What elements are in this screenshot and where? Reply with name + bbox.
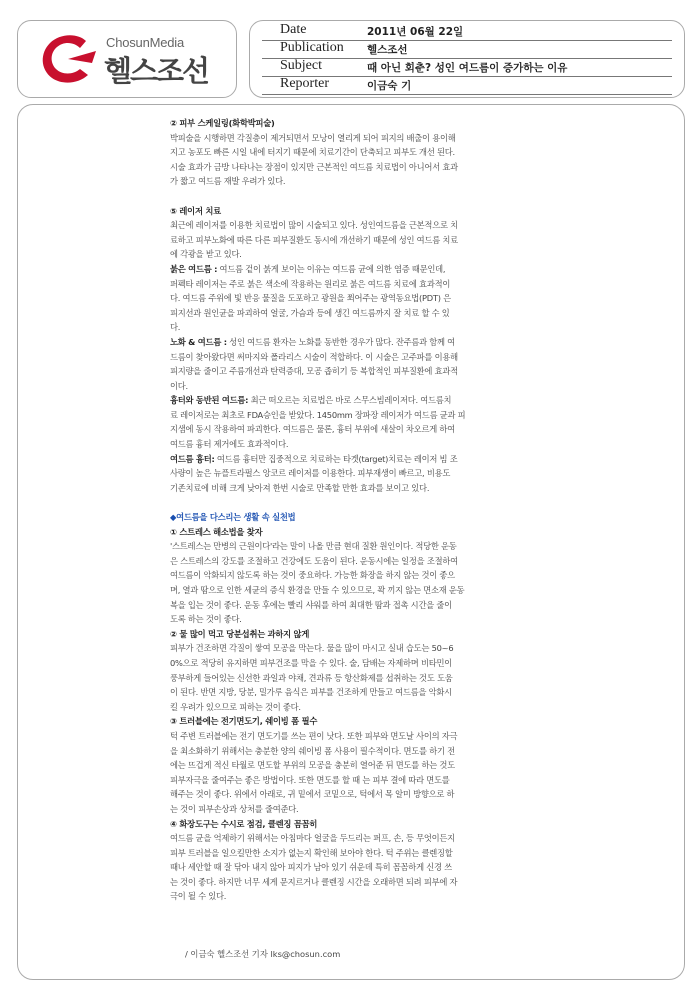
body-line: 는 것이 피부손상과 상처를 줄여준다. bbox=[170, 803, 299, 814]
body-line bbox=[170, 452, 533, 467]
body-line: 피부가 건조하면 각질이 쌓여 모공을 막는다. 물을 많이 마시고 실내 습도는 50~6 bbox=[170, 643, 454, 654]
body-line bbox=[170, 393, 533, 408]
article-body bbox=[170, 116, 533, 904]
body-line bbox=[170, 335, 533, 350]
inline-term: 여드름 흉터: bbox=[170, 453, 215, 464]
section-heading: ① 스트레스 해소법을 찾자 bbox=[170, 526, 263, 537]
body-line: 사량이 높은 뉴플트라펄스 앙코르 레이저를 이용한다. 피부재생이 빠르고, 비용도 bbox=[170, 468, 451, 479]
body-line: 시술 효과가 금방 나타나는 장점이 있지만 근본적인 여드름 치료법이 아니어서 효과 bbox=[170, 161, 458, 172]
body-line: 피부 트러블을 일으킬만한 소지가 없는지 확인해 보아야 한다. 턱 주위는 클렌징할 bbox=[170, 847, 453, 858]
body-line: 때나 세안할 때 잘 닦아 내지 않아 피지가 남아 있기 쉬운데 특히 꼼꼼하게 신경 쓰 bbox=[170, 862, 452, 873]
date-label: Date bbox=[280, 22, 307, 37]
body-line: 이다. bbox=[170, 380, 188, 391]
body-line: 드름이 찾아왔다면 써마지와 폴라리스 시술이 적합하다. 이 시술은 고주파를 이용해 bbox=[170, 351, 458, 362]
body-line: 는 것이 좋다. 하지만 너무 세게 문지르거나 클렌징 시간을 오래하면 되려 피부에 자 bbox=[170, 876, 458, 887]
logo-text-english: ChosunMedia bbox=[106, 35, 185, 50]
body-line: 박피술을 시행하면 각질층이 제거되면서 모낭이 열리게 되어 피지의 배출이 용이해 bbox=[170, 132, 456, 143]
article-meta-box bbox=[249, 20, 685, 98]
meta-row-publication bbox=[262, 41, 672, 59]
article-byline: / 이금숙 헬스조선 기자 lks@chosun.com bbox=[185, 949, 341, 959]
body-line: 며, 열과 땀으로 인한 세균의 증식 환경을 만들 수 있으므로, 꽉 끼지 않는 면소재 운동 bbox=[170, 585, 465, 595]
section-heading: ② 피부 스케일링(화학박피술) bbox=[170, 118, 275, 128]
inline-term: 붉은 여드름 : bbox=[170, 263, 218, 274]
body-line: 퍼펙타 레이저는 주로 붉은 색소에 작용하는 원리로 붉은 여드름 치료에 효과적이 bbox=[170, 278, 451, 289]
body-line-text: 여드름 흉터만 집중적으로 치료하는 타겟(target)치료는 레이저 빔 조 bbox=[214, 453, 458, 464]
chosun-logo-icon bbox=[38, 31, 98, 87]
reporter-label: Reporter bbox=[280, 76, 329, 91]
body-line: 여드름이 악화되지 않도록 하는 것이 중요하다. 가능한 화장을 하지 않는 것이 좋으 bbox=[170, 570, 455, 581]
body-line: 다. bbox=[170, 322, 181, 333]
body-line: 에는 뜨겁게 적신 타월로 면도할 부위의 모공을 충분히 열어준 뒤 면도를 하는 것도 bbox=[170, 760, 455, 771]
meta-row-reporter bbox=[262, 77, 672, 95]
paragraph-spacer bbox=[170, 189, 533, 204]
section-heading: ③ 트러블에는 전기면도기, 쉐이빙 폼 필수 bbox=[170, 716, 318, 727]
body-line: 다. 여드름 주위에 빛 반응 물질을 도포하고 광원을 쬐어주는 광역동요법(PDT) 은 bbox=[170, 293, 451, 304]
section-heading: ⑤ 레이저 치료 bbox=[170, 205, 221, 216]
body-line: 복을 입는 것이 좋다. 운동 후에는 빨리 샤워를 하여 최대한 땀과 접촉 시간을 줄이 bbox=[170, 599, 452, 610]
date-value: 2011년 06월 22일 bbox=[367, 26, 464, 38]
section-title: ◆여드름을 다스리는 생활 속 실천법 bbox=[170, 512, 296, 523]
body-line: 0%으로 적당히 유지하면 피부건조를 막을 수 있다. 술, 담배는 자제하며 비타민이 bbox=[170, 657, 453, 668]
body-line: 가 짧고 여드름 재발 우려가 있다. bbox=[170, 176, 286, 187]
body-line: 이 된다. 반면 지방, 당분, 밀가루 음식은 피부를 건조하게 만들고 여드름을 악화시 bbox=[170, 687, 452, 698]
body-line: 지샘에 동시 작용하여 파괴한다. 여드름은 물론, 흉터 부위에 새살이 차오르게 하여 bbox=[170, 424, 455, 435]
body-line-text: 여드름 겉이 붉게 보이는 이유는 여드름 균에 의한 염증 때문인데, bbox=[217, 263, 446, 274]
body-line: 료하고 피부노화에 따른 다른 피부질환도 동시에 개선하기 때문에 성인 여드름 치료 bbox=[170, 234, 458, 245]
paragraph-spacer bbox=[170, 495, 533, 510]
subject-value: 때 아닌 회춘? 성인 여드름이 증가하는 이유 bbox=[367, 62, 568, 74]
logo-box bbox=[17, 20, 237, 98]
body-line-text: 최근 떠오르는 치료법은 바로 스무스빔레이저다. 여드름치 bbox=[248, 395, 452, 406]
body-line: 최근에 레이저를 이용한 치료법이 많이 시술되고 있다. 성인여드름을 근본적으로 치 bbox=[170, 220, 458, 231]
subject-label: Subject bbox=[280, 58, 322, 73]
publication-value: 헬스조선 bbox=[367, 44, 408, 56]
body-line: 을 최소화하기 위해서는 충분한 양의 쉐이빙 폼 사용이 필수적이다. 면도를 하기 전 bbox=[170, 745, 455, 756]
body-line: 지고 농포도 빠른 시일 내에 터지기 때문에 치료기간이 단축되고 피부도 개선 된다. bbox=[170, 147, 455, 158]
section-heading: ② 물 많이 먹고 당분섭취는 과하지 않게 bbox=[170, 628, 310, 639]
body-line: 해주는 것이 좋다. 위에서 아래로, 귀 밑에서 코밑으로, 턱에서 목 알미 방향으로 하 bbox=[170, 789, 455, 800]
body-line: 기존치료에 비해 크게 낮아져 한번 시술로 만족할 만한 효과를 보이고 있다. bbox=[170, 482, 430, 493]
body-line: 피부자극을 줄여주는 좋은 방법이다. 또한 면도를 할 때 는 피부 결에 따라 면도를 bbox=[170, 774, 450, 785]
body-line: 킬 우려가 있으므로 피하는 것이 좋다. bbox=[170, 701, 301, 712]
body-line: 에 각광을 받고 있다. bbox=[170, 249, 242, 260]
body-line: 료 레이저로는 최초로 FDA승인을 받았다. 1450mm 장파장 레이저가 여드름 균과 피 bbox=[170, 409, 466, 420]
body-line: '스트레스는 만병의 근원이다'라는 말이 나올 만큼 현대 질환 원인이다. 적당한 운동 bbox=[170, 541, 457, 552]
body-line: 은 스트레스의 강도를 조절하고 건강에도 도움이 된다. 운동시에는 일정을 조절하여 bbox=[170, 555, 458, 566]
body-line: 풍부하게 들어있는 신선한 과일과 야채, 견과류 등 항산화제를 섭취하는 것도 도움 bbox=[170, 672, 453, 683]
reporter-value: 이금숙 기 bbox=[367, 80, 412, 92]
body-line: 도록 하는 것이 좋다. bbox=[170, 614, 242, 625]
body-line: 턱 주변 트러블에는 전기 면도기를 쓰는 편이 낫다. 또한 피부와 면도날 사이의 자극 bbox=[170, 730, 458, 741]
inline-term: 흉터와 동반된 여드름: bbox=[170, 395, 249, 406]
meta-row-date bbox=[262, 23, 672, 41]
body-line: 피지선과 원인균을 파괴하여 얼굴, 가슴과 등에 생긴 여드름까지 잘 치료 할 수 있 bbox=[170, 307, 450, 318]
logo-text-korean: 헬스조선 bbox=[104, 54, 209, 88]
body-line: 여드름 균을 억제하기 위해서는 아침마다 얼굴을 두드리는 퍼프, 손, 등 무엇이든지 bbox=[170, 833, 455, 844]
body-line: 피지량을 줄이고 주름개선과 탄력증대, 모공 좁히기 등 복합적인 피부질환에 효과적 bbox=[170, 366, 458, 377]
body-line-text: 성인 여드름 환자는 노화를 동반한 경우가 많다. 잔주름과 함께 여 bbox=[226, 336, 455, 347]
section-heading: ④ 화장도구는 수시로 점검, 클렌징 꼼꼼히 bbox=[170, 818, 318, 829]
body-line: 여드름 흉터 제거에도 효과적이다. bbox=[170, 439, 289, 450]
meta-row-subject bbox=[262, 59, 672, 77]
inline-term: 노화 & 여드름 : bbox=[170, 336, 227, 347]
publication-label: Publication bbox=[280, 40, 344, 55]
body-line: 극이 될 수 있다. bbox=[170, 891, 227, 902]
body-line bbox=[170, 262, 533, 277]
